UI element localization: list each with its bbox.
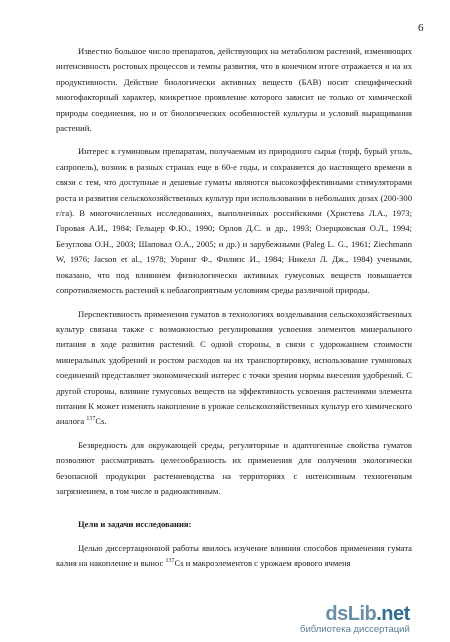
paragraph-5-tail: и макроэлементов с урожаем ярового ячменя [185, 558, 351, 569]
paragraph-5 [56, 541, 412, 572]
paragraph-3 [56, 307, 412, 430]
isotope-mass: 137 [86, 416, 96, 423]
isotope-symbol-2: Cs [174, 558, 184, 569]
watermark-logo [325, 604, 409, 624]
section-heading: Цели и задачи исследования: [78, 519, 192, 530]
paragraph-5-text: Целью диссертационной работы явилось изучение влияния способов применения гумата калия на накопление и вынос [56, 542, 412, 569]
paragraph-3-text: Перспективность применения гуматов в технологиях возделывания сельскохозяйственных культур связана также с возможностью регулирования усвоения элементов минерального питания в ходе развития растений. С одной стороны, в связи с удорожанием стоимости минеральных удобрений и ростом расходов на их транспортировку, использование гуминовых соединений представляет экономический интерес с точки зрения нормы внесения удобрений. С другой стороны, влияние гумусовых веществ на эффективность усвоения растениями элемента питания К может изменять накопление в урожае сельскохозяйственных культур его химического аналога [56, 308, 412, 427]
isotope-symbol: Cs [95, 416, 105, 427]
isotope-mass-2: 137 [165, 558, 175, 565]
watermark-subtitle: библиотека диссертаций [300, 624, 410, 635]
page-number: 6 [418, 22, 424, 34]
watermark [300, 604, 410, 636]
watermark-logo-part2: .net [376, 603, 410, 625]
paragraph-1: Известно большое число препаратов, действующих на метаболизм растений, изменяющих интенсивность ростовых процессов и темпы развития, что в конечном итоге отражается и на их продуктивности. Действие биологически активных веществ (БАВ) носит специфический многофакторный характер, конкретное проявление которого зависит не только от химической природы соединения, но и от биологических особенностей культуры и условий выращивания растений. [56, 46, 412, 134]
paragraph-2: Интерес к гуминовым препаратам, получаемым из природного сырья (торф, бурый уголь, сапропель), возник в разных странах еще в 60-е годы, и сохраняется до настоящего времени в связи с тем, что доступные и дешевые гуматы являются высокоэффективными стимуляторами роста и развития сельскохозяйственных культур при использовании в небольших дозах (200-300 г/га). В многочисленных исследованиях, выполненных российскими (Христева Л.А., 1973; Горовая А.И., 1984; Гельцер Ф.Ю., 1990; Орлов Д.С. и др., 1993; Озерцковская О.Л., 1994; Безуглова О.Н., 2003; Шаповал О.А., 2005; и др.) и зарубежными (Paleg L. G., 1961; Ziechmann W, 1976; Jacson et al., 1978; Уоринг Ф., Филипс И., 1984; Никелл Л. Дж., 1984) учеными, показано, что под влиянием физиологически активных гумусовых веществ повышается сопротивляемость растений к неблагоприятным условиям среды различной природы. [56, 146, 412, 296]
watermark-logo-part1: dsLib [325, 603, 377, 625]
paragraph-3-end: . [104, 416, 107, 427]
document-body [56, 44, 412, 572]
paragraph-4: Безвредность для окружающей среды, регуляторные и адаптогенные свойства гуматов позволяют рассматривать целесообразность их применения для получения экологически безопасной продукции растениеводства на территориях с интенсивным техногенным загрязнением, в том числе и радиоактивным. [56, 439, 412, 496]
